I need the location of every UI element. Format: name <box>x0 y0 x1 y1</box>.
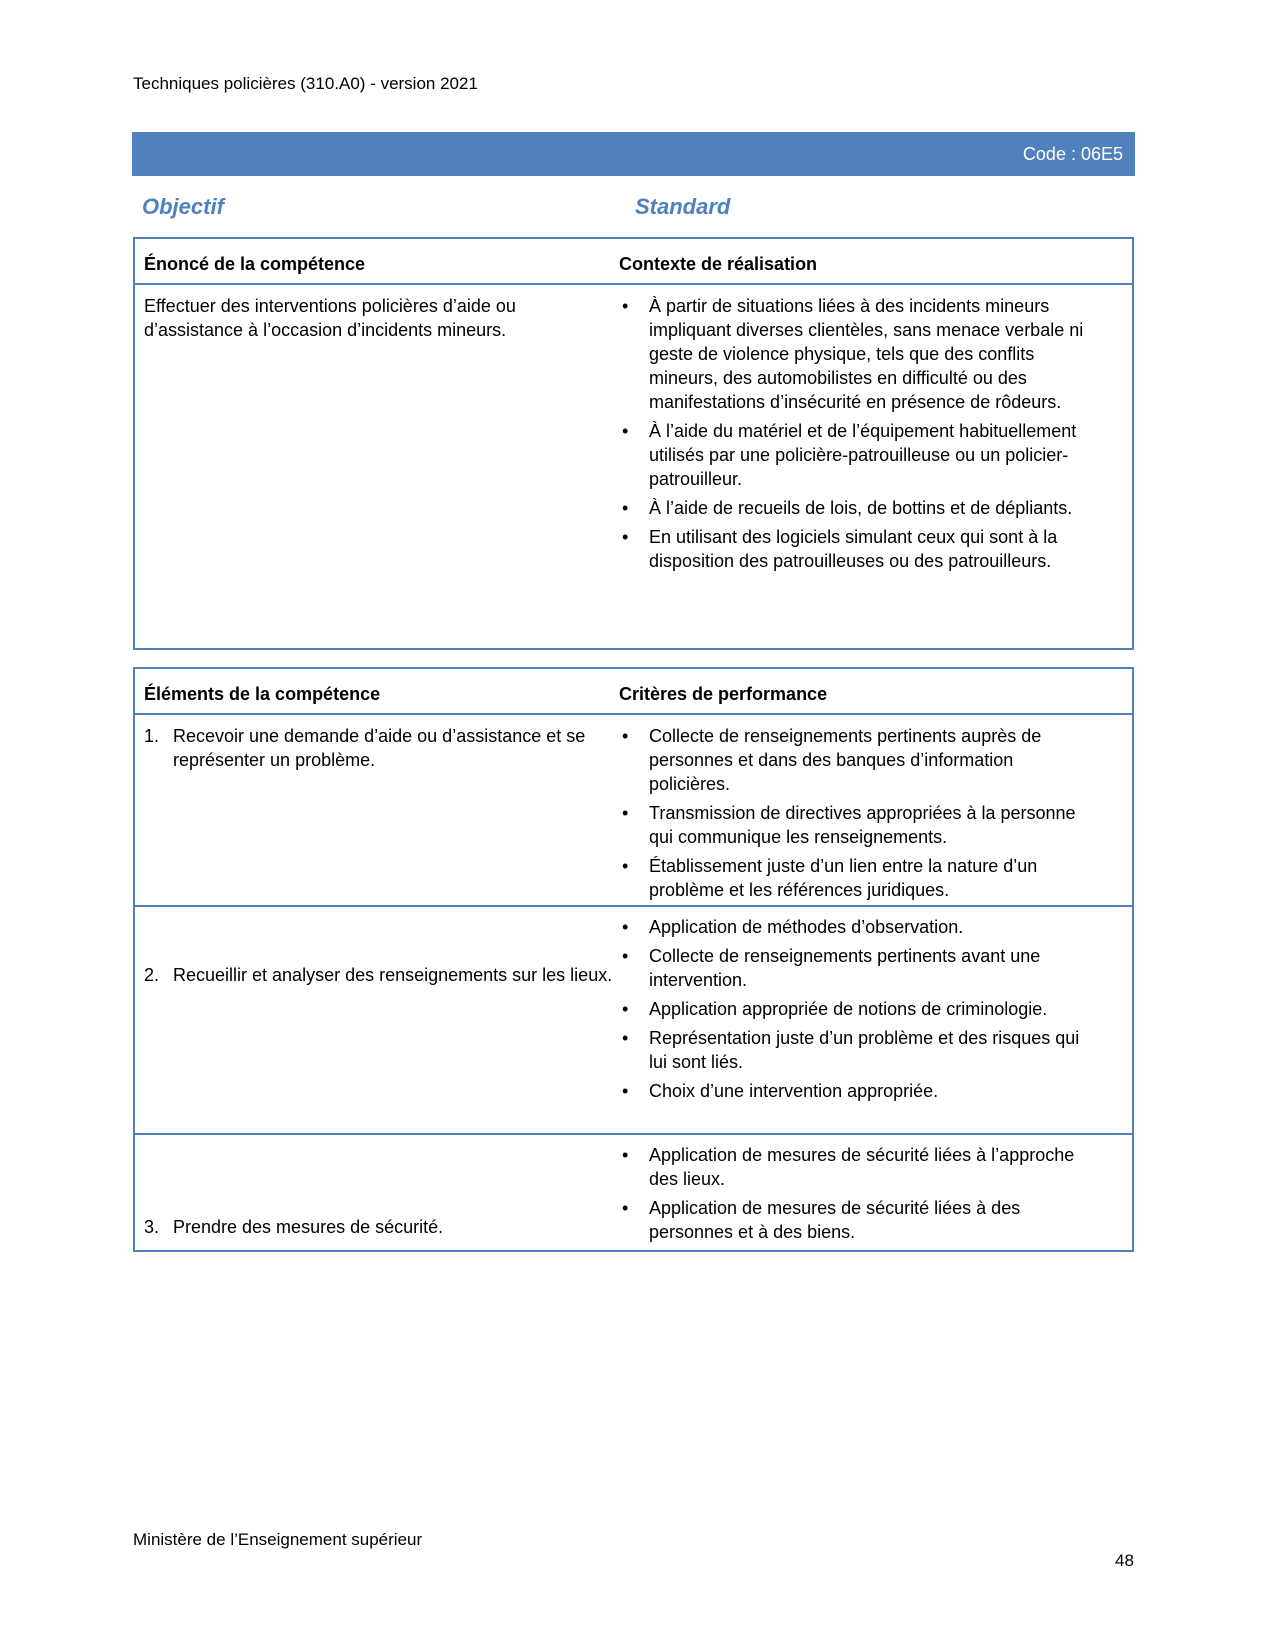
criteres-list <box>619 1143 1089 1249</box>
list-item <box>619 854 1089 902</box>
competency-code: Code : 06E5 <box>1022 144 1123 164</box>
list-item <box>619 419 1089 491</box>
bullet-icon: • <box>622 803 629 823</box>
enonce-header: Énoncé de la compétence <box>144 254 366 274</box>
critere-item: Application appropriée de notions de criminologie. <box>649 999 1048 1019</box>
standard-label: Standard <box>635 194 731 219</box>
critere-item: Transmission de directives appropriées à la personne qui communique les renseignements. <box>649 803 1076 847</box>
bullet-icon: • <box>622 527 629 547</box>
element-text: Prendre des mesures de sécurité. <box>173 1217 444 1237</box>
critere-item: Application de mesures de sécurité liées à l’approche des lieux. <box>649 1145 1075 1189</box>
table-row <box>144 963 643 987</box>
element-number: 2. <box>144 965 160 985</box>
criteres-list <box>619 915 1089 1108</box>
critere-item: Établissement juste d’un lien entre la nature d’un problème et les références juridiques. <box>649 856 1038 900</box>
table-row <box>144 1215 643 1239</box>
critere-item: Représentation juste d’un problème et des risques qui lui sont liés. <box>649 1028 1080 1072</box>
bullet-icon: • <box>622 856 629 876</box>
bullet-icon: • <box>622 1145 629 1165</box>
code-bar <box>132 132 1135 176</box>
divider <box>135 713 1132 715</box>
list-item <box>619 525 1089 573</box>
list-item <box>619 915 1089 939</box>
elements-header: Éléments de la compétence <box>144 684 381 704</box>
document-header: Techniques policières (310.A0) - version 2021 <box>133 74 478 93</box>
bullet-icon: • <box>622 726 629 746</box>
contexte-item: En utilisant des logiciels simulant ceux qui sont à la disposition des patrouilleuses ou des patrouilleurs. <box>649 527 1058 571</box>
contexte-item: À partir de situations liées à des incidents mineurs impliquant diverses clientèles, sans menace verbale ni geste de violence physique, tels que des conflits mineurs, des automobilistes en difficulté ou des manifestations d’insécurité en présence de rôdeurs. <box>649 296 1084 412</box>
divider <box>135 283 1132 285</box>
critere-item: Collecte de renseignements pertinents avant une intervention. <box>649 946 1041 990</box>
element-number: 1. <box>144 726 160 746</box>
list-item <box>619 1196 1089 1244</box>
list-item <box>619 294 1089 414</box>
bullet-icon: • <box>622 946 629 966</box>
critere-item: Application de mesures de sécurité liées à des personnes et à des biens. <box>649 1198 1021 1242</box>
bullet-icon: • <box>622 1028 629 1048</box>
list-item <box>619 997 1089 1021</box>
contexte-item: À l’aide de recueils de lois, de bottins et de dépliants. <box>649 498 1073 518</box>
element-text: Recueillir et analyser des renseignements sur les lieux. <box>173 965 613 985</box>
bullet-icon: • <box>622 1198 629 1218</box>
list-item <box>619 496 1089 520</box>
list-item <box>619 801 1089 849</box>
critere-item: Choix d’une intervention appropriée. <box>649 1081 939 1101</box>
divider <box>135 1133 1132 1135</box>
element-number: 3. <box>144 1217 160 1237</box>
table-row <box>144 724 643 772</box>
bullet-icon: • <box>622 999 629 1019</box>
criteres-list <box>619 724 1089 907</box>
contexte-list <box>619 294 1089 578</box>
objectif-label: Objectif <box>142 194 224 219</box>
contexte-header: Contexte de réalisation <box>619 254 818 274</box>
critere-item: Application de méthodes d’observation. <box>649 917 964 937</box>
critere-item: Collecte de renseignements pertinents auprès de personnes et dans des banques d’information policières. <box>649 726 1042 794</box>
list-item <box>619 1026 1089 1074</box>
bullet-icon: • <box>622 296 629 316</box>
bullet-icon: • <box>622 498 629 518</box>
footer-ministry: Ministère de l’Enseignement supérieur <box>133 1530 423 1549</box>
list-item <box>619 724 1089 796</box>
list-item <box>619 1079 1089 1103</box>
criteres-header: Critères de performance <box>619 684 828 704</box>
list-item <box>619 944 1089 992</box>
bullet-icon: • <box>622 1081 629 1101</box>
divider <box>135 905 1132 907</box>
competence-table <box>133 237 1134 650</box>
bullet-icon: • <box>622 421 629 441</box>
enonce-text: Effectuer des interventions policières d’aide ou d’assistance à l’occasion d’incidents mineurs. <box>144 296 516 340</box>
bullet-icon: • <box>622 917 629 937</box>
elements-table <box>133 667 1134 1252</box>
contexte-item: À l’aide du matériel et de l’équipement habituellement utilisés par une policière-patrouilleuse ou un policier-patrouilleur. <box>649 421 1077 489</box>
page-number: 48 <box>1115 1551 1134 1570</box>
element-text: Recevoir une demande d’aide ou d’assistance et se représenter un problème. <box>173 726 586 770</box>
list-item <box>619 1143 1089 1191</box>
